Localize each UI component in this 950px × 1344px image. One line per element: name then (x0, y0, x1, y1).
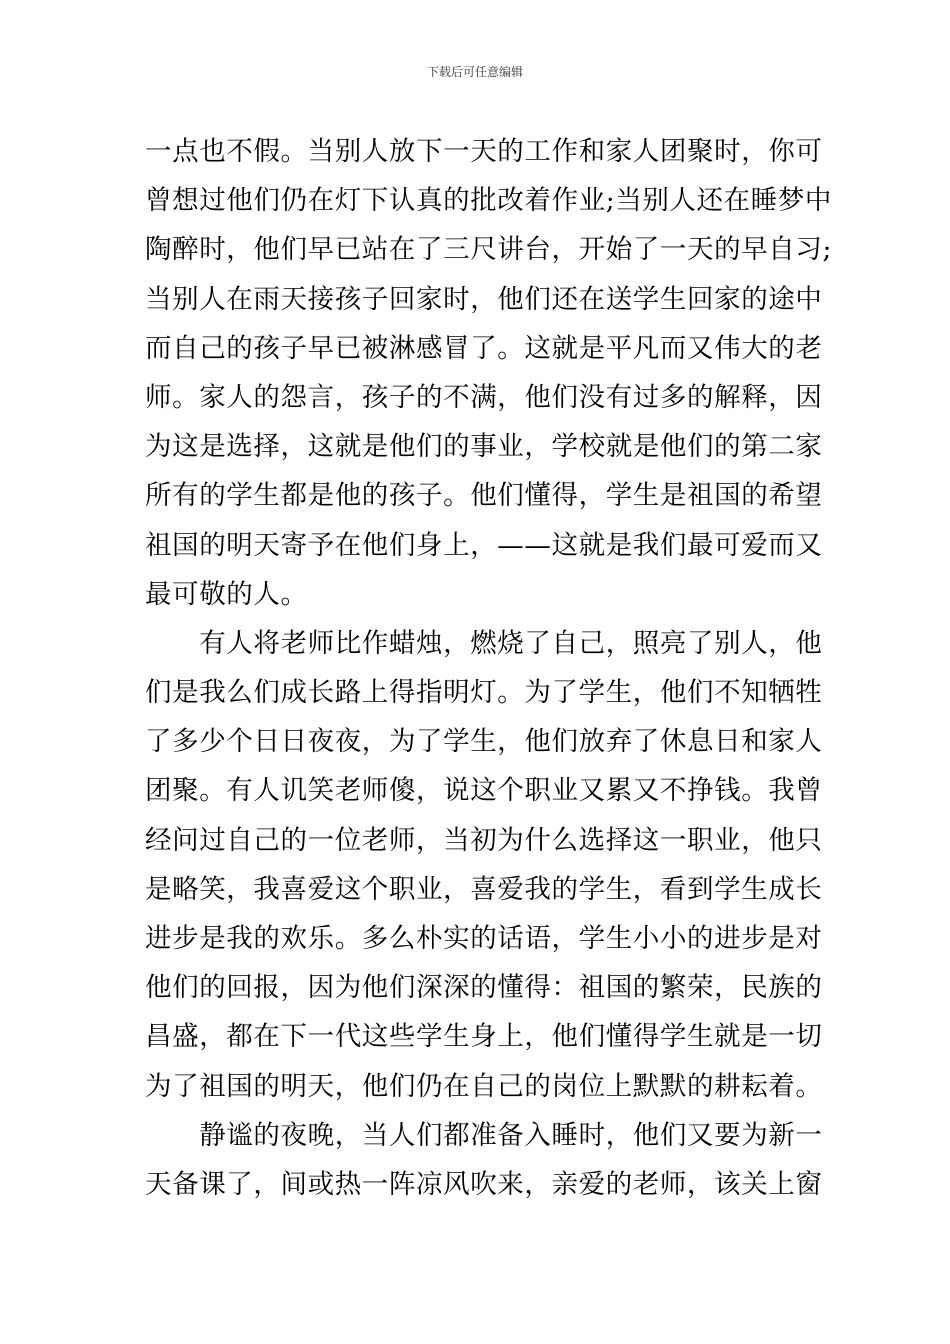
text-line: 是略笑，我喜爱这个职业，喜爱我的学生，看到学生成长 (145, 873, 823, 905)
text-line: 团聚。有人讥笑老师傻，说这个职业又累又不挣钱。我曾 (145, 775, 823, 807)
text-line: 经问过自己的一位老师，当初为什么选择这一职业，他只 (145, 824, 823, 856)
text-line: 静谧的夜晚，当人们都准备入睡时，他们又要为新一 (145, 1119, 823, 1151)
text-line: 最可敬的人。 (145, 578, 308, 610)
body-text (145, 127, 833, 1209)
page-header: 下载后可任意编辑 (426, 65, 523, 79)
text-line: 们是我么们成长路上得指明灯。为了学生，他们不知牺牲 (145, 677, 823, 709)
text-line: 陶醉时，他们早已站在了三尺讲台，开始了一天的早自习; (145, 234, 833, 266)
text-line: 昌盛，都在下一代这些学生身上，他们懂得学生就是一切 (145, 1021, 823, 1053)
text-line: 所有的学生都是他的孩子。他们懂得，学生是祖国的希望 (145, 480, 823, 512)
text-line: 而自己的孩子早已被淋感冒了。这就是平凡而又伟大的老 (145, 332, 823, 364)
text-line: 天备课了，间或热一阵凉风吹来，亲爱的老师，该关上窗 (145, 1168, 823, 1200)
text-line: 祖国的明天寄予在他们身上，——这就是我们最可爱而又 (145, 529, 823, 561)
text-line: 有人将老师比作蜡烛，燃烧了自己，照亮了别人，他 (145, 627, 823, 659)
text-line: 他们的回报，因为他们深深的懂得：祖国的繁荣，民族的 (145, 972, 823, 1004)
text-line: 师。家人的怨言，孩子的不满，他们没有过多的解释，因 (145, 381, 823, 413)
text-line: 一点也不假。当别人放下一天的工作和家人团聚时，你可 (145, 136, 823, 167)
text-line: 进步是我的欢乐。多么朴实的话语，学生小小的进步是对 (145, 923, 823, 954)
text-line: 为了祖国的明天，他们仍在自己的岗位上默默的耕耘着。 (145, 1070, 823, 1102)
text-line: 曾想过他们仍在灯下认真的批改着作业;当别人还在睡梦中 (145, 185, 833, 217)
text-line: 当别人在雨天接孩子回家时，他们还在送学生回家的途中 (145, 283, 823, 315)
text-line: 了多少个日日夜夜，为了学生，他们放弃了休息日和家人 (145, 726, 823, 758)
text-line: 为这是选择，这就是他们的事业，学校就是他们的第二家 (145, 431, 823, 463)
